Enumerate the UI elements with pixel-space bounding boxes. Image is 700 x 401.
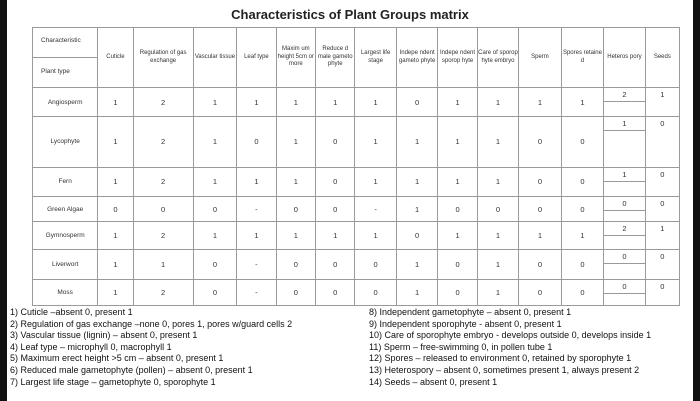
table-cell: 1 — [98, 249, 133, 279]
plant-type-cell: Angiosperm — [33, 88, 98, 117]
table-cell: 1 — [477, 88, 518, 117]
table-cell: 1 — [438, 116, 477, 167]
cell-divider — [604, 101, 644, 102]
table-cell: 0 — [193, 249, 237, 279]
cell-divider — [604, 235, 644, 236]
column-header: Indepe ndent gameto phyte — [396, 28, 437, 88]
corner-cell — [33, 28, 98, 88]
legend-item: 3) Vascular tissue (lignin) – absent 0, present 1 — [10, 330, 198, 341]
table-cell: 0 — [316, 279, 355, 305]
legend-left — [10, 307, 292, 388]
table-cell: 0 — [237, 116, 276, 167]
table-cell: 0 — [276, 197, 315, 222]
table-cell: 0 — [519, 249, 562, 279]
table-cell: 0 — [561, 116, 604, 167]
table-cell: 1 — [98, 88, 133, 117]
table-cell: 1 — [355, 167, 396, 197]
table-cell: 0 — [519, 167, 562, 197]
table-cell: 0 — [645, 249, 679, 279]
table-cell: 1 — [396, 167, 437, 197]
table-cell: 1 — [98, 279, 133, 305]
table-cell: 0 — [193, 197, 237, 222]
column-header: Vascular tissue — [193, 28, 237, 88]
table-cell: 0 — [561, 249, 604, 279]
table-cell: 1 — [355, 116, 396, 167]
table-cell: 1 — [355, 88, 396, 117]
table-cell: - — [237, 279, 276, 305]
table-cell: 0 — [477, 197, 518, 222]
table-cell: 1 — [477, 116, 518, 167]
table-cell: 0 — [316, 197, 355, 222]
table-cell: 1 — [396, 279, 437, 305]
table-cell: 0 — [193, 279, 237, 305]
table-cell: 1 — [519, 222, 562, 249]
heterospory-cell — [604, 167, 645, 197]
plant-type-cell: Green Algae — [33, 197, 98, 222]
heterospory-cell — [604, 88, 645, 117]
legend-item: 2) Regulation of gas exchange –none 0, pores 1, pores w/guard cells 2 — [10, 318, 293, 329]
table-cell: 0 — [98, 197, 133, 222]
column-header: Reduce d male gameto phyte — [316, 28, 355, 88]
table-cell: 0 — [316, 116, 355, 167]
plant-type-cell: Fern — [33, 167, 98, 197]
table-cell: 0 — [133, 197, 193, 222]
plant-type-cell: Moss — [33, 279, 98, 305]
legend-item: 12) Spores – released to environment 0, retained by sporophyte 1 — [369, 353, 632, 364]
plant-type-cell: Lycophyte — [33, 116, 98, 167]
table-cell: 1 — [561, 222, 604, 249]
table-cell: - — [237, 197, 276, 222]
table-cell: 1 — [98, 222, 133, 249]
table-cell: 0 — [438, 279, 477, 305]
table-cell: 1 — [396, 197, 437, 222]
legend-item: 1) Cuticle –absent 0, present 1 — [10, 307, 133, 317]
table-cell: 1 — [396, 249, 437, 279]
table-cell: 1 — [645, 88, 679, 117]
table-cell: 1 — [477, 222, 518, 249]
table-cell: 1 — [98, 116, 133, 167]
cell-divider — [604, 130, 644, 131]
table-cell: 0 — [355, 249, 396, 279]
plant-type-cell: Gymnosperm — [33, 222, 98, 249]
legend-item: 14) Seeds – absent 0, present 1 — [369, 376, 498, 387]
legend-item: 10) Care of sporophyte embryo - develops outside 0, develops inside 1 — [369, 330, 652, 341]
table-cell: 1 — [276, 222, 315, 249]
table-cell: 1 — [237, 88, 276, 117]
table-cell: 0 — [276, 279, 315, 305]
table-cell: 1 — [477, 249, 518, 279]
heterospory-cell — [604, 222, 645, 249]
table-row — [33, 167, 680, 197]
table-cell: 2 — [133, 116, 193, 167]
column-header: Indepe ndent sporop hyte — [438, 28, 477, 88]
table-cell: 0 — [396, 88, 437, 117]
table-cell: 0 — [519, 279, 562, 305]
table-cell: 0 — [645, 279, 679, 305]
legend-item: 11) Sperm – free-swimming 0, in pollen tube 1 — [369, 341, 553, 352]
legend-item: 13) Heterospory – absent 0, sometimes present 1, always present 2 — [369, 364, 640, 375]
table-cell: 2 — [133, 167, 193, 197]
cell-value: 0 — [622, 281, 627, 291]
table-cell: 0 — [519, 116, 562, 167]
cell-value: 1 — [622, 118, 627, 128]
matrix-sheet — [7, 0, 693, 401]
column-header: Seeds — [645, 28, 679, 88]
table-cell: 1 — [355, 222, 396, 249]
legend-right — [369, 307, 651, 388]
column-header: Heteros pory — [604, 28, 645, 88]
cell-value: 2 — [622, 224, 627, 234]
table-cell: 0 — [276, 249, 315, 279]
cell-value: 2 — [622, 90, 627, 100]
plant-type-label: Plant type — [41, 68, 70, 75]
table-row — [33, 222, 680, 249]
cell-value: 0 — [622, 199, 627, 209]
table-cell: 1 — [645, 222, 679, 249]
legend-item: 5) Maximum erect height >5 cm – absent 0, present 1 — [10, 353, 224, 364]
table-row — [33, 116, 680, 167]
table-cell: 1 — [237, 167, 276, 197]
legend-item: 8) Independent gametophyte – absent 0, present 1 — [369, 307, 572, 317]
heterospory-cell — [604, 116, 645, 167]
table-cell: 1 — [519, 88, 562, 117]
table-row — [33, 197, 680, 222]
table-cell: 1 — [276, 167, 315, 197]
cell-divider — [604, 181, 644, 182]
table-row — [33, 88, 680, 117]
column-header: Care of sporop hyte embryo — [477, 28, 518, 88]
table-cell: 1 — [193, 167, 237, 197]
table-cell: - — [355, 197, 396, 222]
table-cell: 0 — [438, 249, 477, 279]
legend-item: 9) Independent sporophyte - absent 0, present 1 — [369, 318, 562, 329]
cell-value: 1 — [622, 169, 627, 179]
table-cell: 1 — [193, 88, 237, 117]
column-header: Maxim um height 5cm or more — [276, 28, 315, 88]
table-row — [33, 279, 680, 305]
table-cell: 0 — [645, 116, 679, 167]
column-header: Sperm — [519, 28, 562, 88]
cell-divider — [604, 263, 644, 264]
table-cell: 2 — [133, 222, 193, 249]
table-cell: 1 — [396, 116, 437, 167]
table-cell: 0 — [561, 197, 604, 222]
column-header: Leaf type — [237, 28, 276, 88]
cell-divider — [604, 210, 644, 211]
cell-divider — [604, 293, 644, 294]
table-cell: 0 — [396, 222, 437, 249]
table-cell: 1 — [98, 167, 133, 197]
table-cell: - — [237, 249, 276, 279]
table-cell: 0 — [561, 279, 604, 305]
table-cell: 0 — [519, 197, 562, 222]
legend-item: 4) Leaf type – microphyll 0, macrophyll 1 — [10, 341, 172, 352]
table-cell: 0 — [355, 279, 396, 305]
table-cell: 0 — [645, 197, 679, 222]
column-header: Cuticle — [98, 28, 133, 88]
table-cell: 1 — [133, 249, 193, 279]
table-cell: 1 — [438, 88, 477, 117]
table-cell: 1 — [276, 116, 315, 167]
table-cell: 0 — [645, 167, 679, 197]
table-cell: 2 — [133, 88, 193, 117]
legend-item: 7) Largest life stage – gametophyte 0, sporophyte 1 — [10, 376, 216, 387]
table-cell: 1 — [316, 88, 355, 117]
table-cell: 1 — [276, 88, 315, 117]
table-cell: 1 — [438, 222, 477, 249]
table-cell: 1 — [316, 222, 355, 249]
table-cell: 1 — [477, 279, 518, 305]
legend-item: 6) Reduced male gametophyte (pollen) – absent 0, present 1 — [10, 364, 253, 375]
table-cell: 0 — [316, 249, 355, 279]
characteristics-table — [32, 27, 680, 306]
column-header: Regulation of gas exchange — [133, 28, 193, 88]
table-cell: 1 — [193, 116, 237, 167]
column-header: Spores retaine d — [561, 28, 604, 88]
table-cell: 1 — [438, 167, 477, 197]
heterospory-cell — [604, 279, 645, 305]
page-title: Characteristics of Plant Groups matrix — [231, 7, 469, 22]
table-cell: 1 — [561, 88, 604, 117]
heterospory-cell — [604, 249, 645, 279]
table-cell: 1 — [193, 222, 237, 249]
characteristic-label: Characteristic — [41, 37, 81, 44]
table-cell: 1 — [477, 167, 518, 197]
cell-value: 0 — [622, 251, 627, 261]
table-cell: 0 — [561, 167, 604, 197]
table-row — [33, 249, 680, 279]
plant-type-cell: Liverwort — [33, 249, 98, 279]
table-cell: 2 — [133, 279, 193, 305]
heterospory-cell — [604, 197, 645, 222]
table-cell: 1 — [237, 222, 276, 249]
table-cell: 0 — [438, 197, 477, 222]
table-cell: 0 — [316, 167, 355, 197]
column-header: Largest life stage — [355, 28, 396, 88]
header-row — [33, 28, 680, 88]
